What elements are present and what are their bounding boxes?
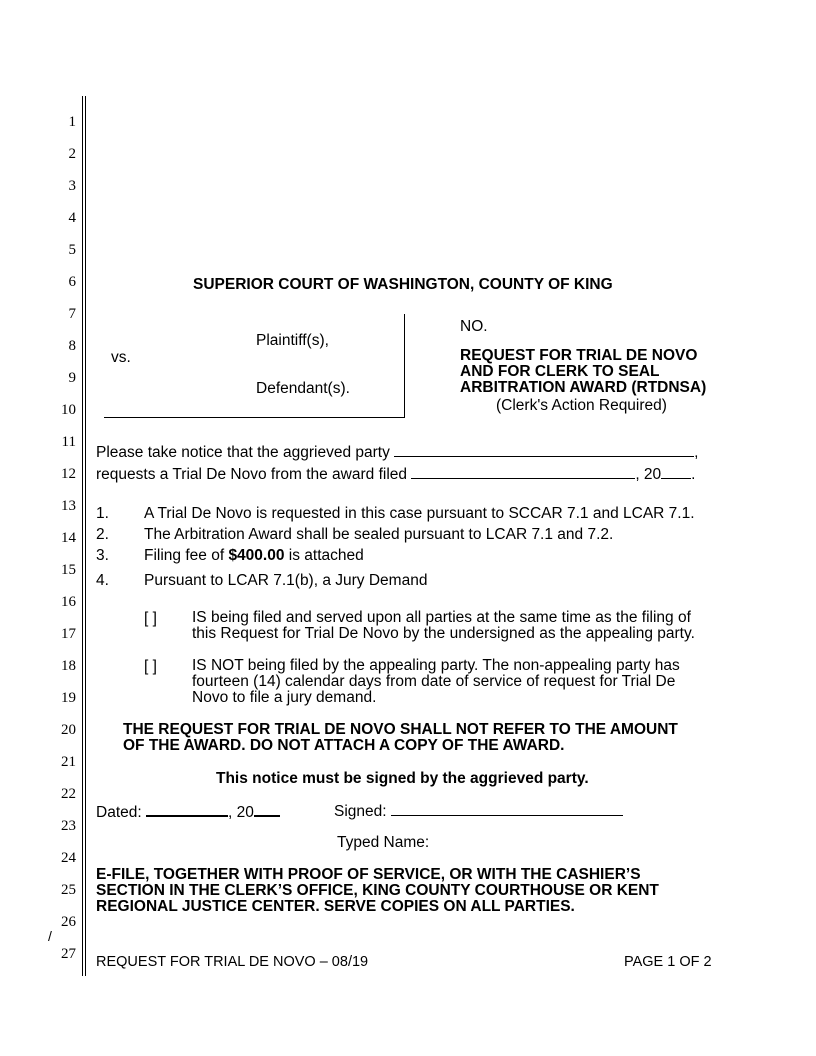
jury-option-line: IS NOT being filed by the appealing party. The non-appealing party has: [192, 657, 680, 674]
case-number-label: NO.: [460, 318, 488, 335]
line-number: 11: [61, 434, 76, 450]
line-number: 13: [61, 498, 76, 514]
margin-mark: /: [48, 928, 52, 944]
jury-option-text: [192, 658, 680, 706]
line-number: 8: [68, 338, 76, 354]
line-number: 16: [61, 594, 76, 610]
caption-bottom-line: [104, 417, 405, 418]
line-number: 3: [68, 178, 76, 194]
document-title: [460, 348, 706, 396]
line-number: 24: [61, 850, 76, 866]
line-number: 18: [61, 658, 76, 674]
fee-amount: $400.00: [228, 547, 285, 564]
line-number: 26: [61, 914, 76, 930]
notice-text: Please take notice that the aggrieved party: [96, 444, 390, 461]
line-number: 2: [68, 146, 76, 162]
line-number: 23: [61, 818, 76, 834]
line-number: 14: [61, 530, 76, 546]
line-number: 10: [61, 402, 76, 418]
list-item-text: Pursuant to LCAR 7.1(b), a Jury Demand: [144, 572, 428, 589]
award-year-blank[interactable]: [661, 465, 691, 479]
signed-row: [334, 802, 623, 821]
typed-name-label: Typed Name:: [337, 834, 430, 851]
warning-line: OF THE AWARD. DO NOT ATTACH A COPY OF THE AWARD.: [123, 737, 565, 754]
line-number: 22: [61, 786, 76, 802]
list-item-number: 4.: [96, 572, 109, 589]
dated-blank[interactable]: [146, 802, 228, 817]
signed-label: Signed:: [334, 803, 387, 820]
notice-year-prefix: , 20: [635, 466, 662, 483]
margin-rule: [85, 96, 86, 976]
dated-row: [96, 802, 280, 822]
line-number: 1: [68, 114, 76, 130]
line-number: 17: [61, 626, 76, 642]
list-item-number: 2.: [96, 526, 109, 543]
document-title-line: AND FOR CLERK TO SEAL: [460, 363, 660, 380]
efile-instructions: [96, 867, 659, 915]
line-number: 19: [61, 690, 76, 706]
efile-line: REGIONAL JUSTICE CENTER. SERVE COPIES ON ALL PARTIES.: [96, 898, 575, 915]
defendant-label: Defendant(s).: [256, 380, 350, 397]
notice-punct: .: [691, 466, 696, 483]
line-number: 5: [68, 242, 76, 258]
line-number: 12: [61, 466, 76, 482]
margin-rule: [82, 96, 83, 976]
list-item-text: The Arbitration Award shall be sealed pursuant to LCAR 7.1 and 7.2.: [144, 526, 614, 543]
line-number: 9: [68, 370, 76, 386]
jury-option-line: fourteen (14) calendar days from date of service of request for Trial De: [192, 673, 676, 690]
efile-line: E-FILE, TOGETHER WITH PROOF OF SERVICE, OR WITH THE CASHIER’S: [96, 866, 641, 883]
line-number: 15: [61, 562, 76, 578]
dated-year-prefix: , 20: [227, 804, 254, 821]
jury-option-line: Novo to file a jury demand.: [192, 689, 377, 706]
list-item-number: 3.: [96, 547, 109, 564]
list-item-text: [144, 547, 364, 565]
line-number: 27: [61, 946, 76, 962]
footer-page-number: PAGE 1 OF 2: [624, 954, 712, 970]
award-date-blank[interactable]: [411, 465, 635, 479]
list-item-text: A Trial De Novo is requested in this case pursuant to SCCAR 7.1 and LCAR 7.1.: [144, 505, 695, 522]
court-title: SUPERIOR COURT OF WASHINGTON, COUNTY OF KING: [193, 276, 613, 293]
caption-divider: [404, 314, 405, 418]
line-number: 7: [68, 306, 76, 322]
line-number: 4: [68, 210, 76, 226]
line-number: 25: [61, 882, 76, 898]
line-number: 20: [61, 722, 76, 738]
notice-punct: ,: [694, 444, 699, 461]
plaintiff-label: Plaintiff(s),: [256, 332, 329, 349]
list-item-number: 1.: [96, 505, 109, 522]
vs-label: vs.: [111, 349, 131, 366]
jury-option-checkbox[interactable]: [ ]: [144, 610, 157, 627]
signature-blank[interactable]: [391, 802, 623, 816]
dated-year-blank[interactable]: [254, 802, 280, 817]
document-title-line: REQUEST FOR TRIAL DE NOVO: [460, 347, 698, 364]
line-number: 21: [61, 754, 76, 770]
notice-text: requests a Trial De Novo from the award filed: [96, 466, 407, 483]
jury-option-checkbox[interactable]: [ ]: [144, 658, 157, 675]
warning-notice: [123, 722, 678, 754]
jury-option-line: IS being filed and served upon all parties at the same time as the filing of: [192, 609, 691, 626]
jury-option-text: [192, 610, 695, 642]
signed-notice: This notice must be signed by the aggrieved party.: [216, 770, 589, 787]
jury-option-line: this Request for Trial De Novo by the undersigned as the appealing party.: [192, 625, 695, 642]
notice-line-1: [96, 443, 698, 462]
notice-line-2: [96, 465, 695, 484]
footer-form-id: REQUEST FOR TRIAL DE NOVO – 08/19: [96, 954, 369, 970]
efile-line: SECTION IN THE CLERK’S OFFICE, KING COUNTY COURTHOUSE OR KENT: [96, 882, 659, 899]
fee-text: is attached: [284, 547, 364, 564]
fee-text: Filing fee of: [144, 547, 229, 564]
clerk-action-note: (Clerk's Action Required): [496, 397, 667, 414]
aggrieved-party-blank[interactable]: [394, 443, 694, 457]
warning-line: THE REQUEST FOR TRIAL DE NOVO SHALL NOT REFER TO THE AMOUNT: [123, 721, 678, 738]
line-number: 6: [68, 274, 76, 290]
document-title-line: ARBITRATION AWARD (RTDNSA): [460, 379, 707, 396]
dated-label: Dated:: [96, 804, 142, 821]
